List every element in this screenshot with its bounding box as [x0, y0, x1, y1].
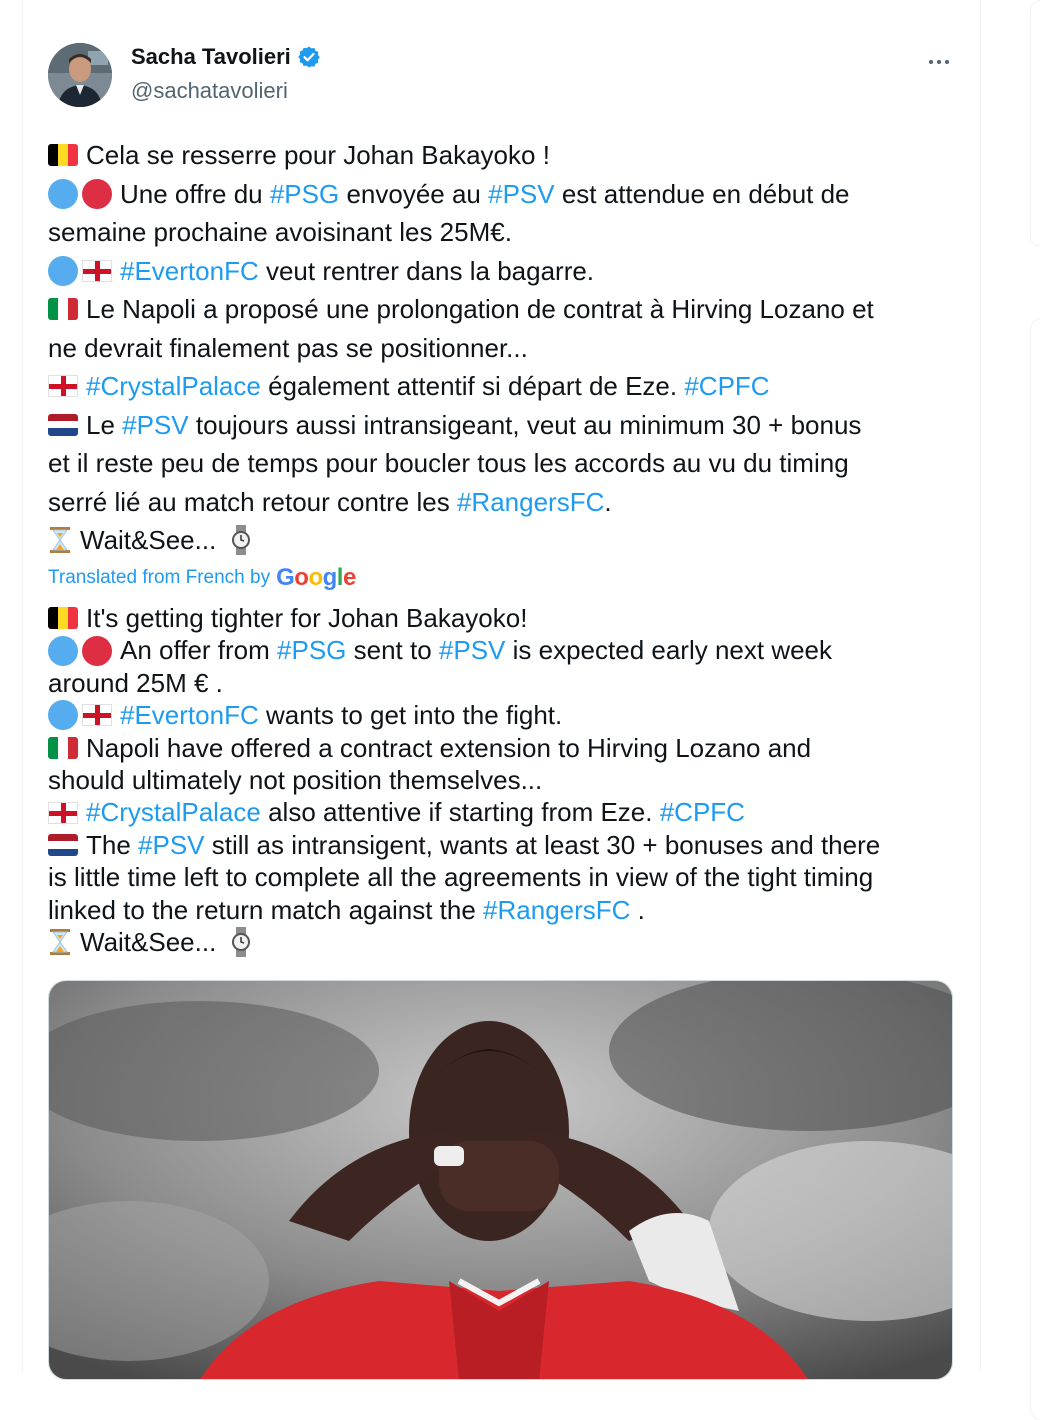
translated-text-line — [48, 667, 958, 699]
original-text-line — [48, 252, 958, 291]
text-segment: is little time left to complete all the agreements in view of the tight timing — [48, 862, 874, 893]
text-segment: . — [604, 486, 612, 517]
hashtag-link[interactable]: #CrystalPalace — [86, 797, 261, 828]
hashtag-link[interactable]: #CPFC — [659, 797, 745, 828]
blue-circle-icon — [48, 179, 78, 209]
original-text-line — [48, 329, 958, 368]
text-segment: It's getting tighter for Johan Bakayoko! — [86, 603, 528, 633]
belgium-flag-icon — [48, 144, 78, 166]
original-text-line — [48, 213, 958, 252]
original-text-line — [48, 290, 958, 329]
text-segment: Le — [86, 409, 123, 440]
hourglass-icon — [48, 526, 72, 554]
tweet-header — [48, 40, 958, 110]
text-segment: envoyée au — [339, 178, 489, 209]
text-segment: veut rentrer dans la bagarre. — [258, 255, 595, 286]
text-segment: Napoli have offered a contract extension to Hirving Lozano and — [86, 732, 812, 763]
text-segment: ne devrait finalement pas se positionner... — [48, 332, 528, 363]
text-segment: Cela se resserre pour Johan Bakayoko ! — [86, 140, 550, 170]
text-segment: toujours aussi intransigeant, veut au minimum 30 + bonus — [188, 409, 862, 440]
hashtag-link[interactable]: #EvertonFC — [120, 700, 259, 731]
hashtag-link[interactable]: #PSG — [269, 178, 340, 209]
text-segment: est attendue en début de — [554, 178, 850, 209]
original-text-line — [48, 521, 958, 560]
text-segment: The — [86, 829, 139, 860]
england-flag-icon — [48, 375, 78, 397]
tweet-translated-text — [48, 602, 958, 958]
author-name-row — [131, 44, 321, 70]
blue-circle-icon — [48, 700, 78, 730]
hashtag-link[interactable]: #CPFC — [684, 371, 770, 401]
player-photo — [49, 981, 953, 1380]
england-flag-icon — [48, 802, 78, 824]
sidebar-trends-panel — [1030, 318, 1040, 1420]
tweet-original-text — [48, 136, 958, 560]
netherlands-flag-icon — [48, 834, 78, 856]
text-segment: is expected early next week — [505, 635, 833, 666]
translated-text-line — [48, 829, 958, 861]
red-circle-icon — [82, 636, 112, 666]
hashtag-link[interactable]: #PSG — [277, 635, 347, 666]
timeline-border-left — [22, 0, 23, 1372]
author-handle[interactable]: @sachatavolieri — [131, 78, 288, 103]
text-segment: should ultimately not position themselves... — [48, 764, 543, 795]
original-text-line — [48, 367, 958, 406]
translated-text-line — [48, 634, 958, 666]
text-segment: serré lié au match retour contre les — [48, 486, 457, 517]
text-segment: Wait&See... — [80, 926, 224, 957]
google-logo: Google — [276, 564, 356, 591]
hashtag-link[interactable]: #EvertonFC — [120, 255, 259, 286]
author-display-name[interactable]: Sacha Tavolieri — [131, 44, 291, 69]
hourglass-icon — [48, 928, 72, 956]
hashtag-link[interactable]: #CrystalPalace — [86, 371, 261, 401]
hashtag-link[interactable]: #RangersFC — [456, 486, 605, 517]
text-segment: semaine prochaine avoisinant les 25M€. — [48, 217, 512, 247]
belgium-flag-icon — [48, 607, 78, 629]
text-segment: Une offre du — [120, 178, 270, 209]
translated-text-line — [48, 699, 958, 731]
england-flag-icon — [82, 704, 112, 726]
text-segment: around 25M € . — [48, 667, 223, 698]
translated-text-line — [48, 861, 958, 893]
text-segment: wants to get into the fight. — [258, 700, 563, 731]
avatar[interactable] — [48, 43, 112, 107]
watch-icon — [230, 927, 252, 957]
sidebar-search-panel — [1030, 0, 1040, 247]
hashtag-link[interactable]: #PSV — [488, 178, 555, 209]
text-segment: Le Napoli a proposé une prolongation de contrat à Hirving Lozano et — [86, 294, 874, 324]
text-segment: Wait&See... — [80, 525, 224, 555]
italy-flag-icon — [48, 298, 78, 320]
avatar-image — [48, 43, 112, 107]
watch-icon — [230, 525, 252, 555]
red-circle-icon — [82, 179, 112, 209]
blue-circle-icon — [48, 636, 78, 666]
original-text-line — [48, 406, 958, 445]
hashtag-link[interactable]: #PSV — [438, 635, 506, 666]
hashtag-link[interactable]: #PSV — [122, 409, 189, 440]
text-segment: également attentif si départ de Eze. — [260, 371, 685, 401]
more-options-icon[interactable] — [924, 50, 954, 74]
original-text-line — [48, 483, 958, 522]
text-segment: still as intransigent, wants at least 30 + bonuses and there — [204, 829, 881, 860]
original-text-line — [48, 444, 958, 483]
translation-label: Translated from French by — [48, 567, 271, 588]
translation-attribution[interactable] — [48, 562, 356, 594]
text-segment: sent to — [346, 635, 439, 666]
translated-text-line — [48, 926, 958, 958]
tweet-media-photo[interactable] — [48, 980, 953, 1380]
original-text-line — [48, 136, 958, 175]
text-segment: . — [630, 894, 645, 925]
timeline-border-right — [980, 0, 981, 1372]
verified-badge-icon — [297, 45, 321, 69]
translated-text-line — [48, 602, 958, 634]
translated-text-line — [48, 732, 958, 764]
italy-flag-icon — [48, 737, 78, 759]
translated-text-line — [48, 764, 958, 796]
translated-text-line — [48, 894, 958, 926]
hashtag-link[interactable]: #RangersFC — [483, 894, 631, 925]
hashtag-link[interactable]: #PSV — [138, 829, 205, 860]
text-segment: linked to the return match against the — [48, 894, 484, 925]
text-segment: An offer from — [120, 635, 278, 666]
england-flag-icon — [82, 260, 112, 282]
text-segment: et il reste peu de temps pour boucler tous les accords au vu du timing — [48, 448, 849, 478]
netherlands-flag-icon — [48, 414, 78, 436]
text-segment: also attentive if starting from Eze. — [260, 797, 660, 828]
blue-circle-icon — [48, 256, 78, 286]
original-text-line — [48, 175, 958, 214]
translated-text-line — [48, 796, 958, 828]
